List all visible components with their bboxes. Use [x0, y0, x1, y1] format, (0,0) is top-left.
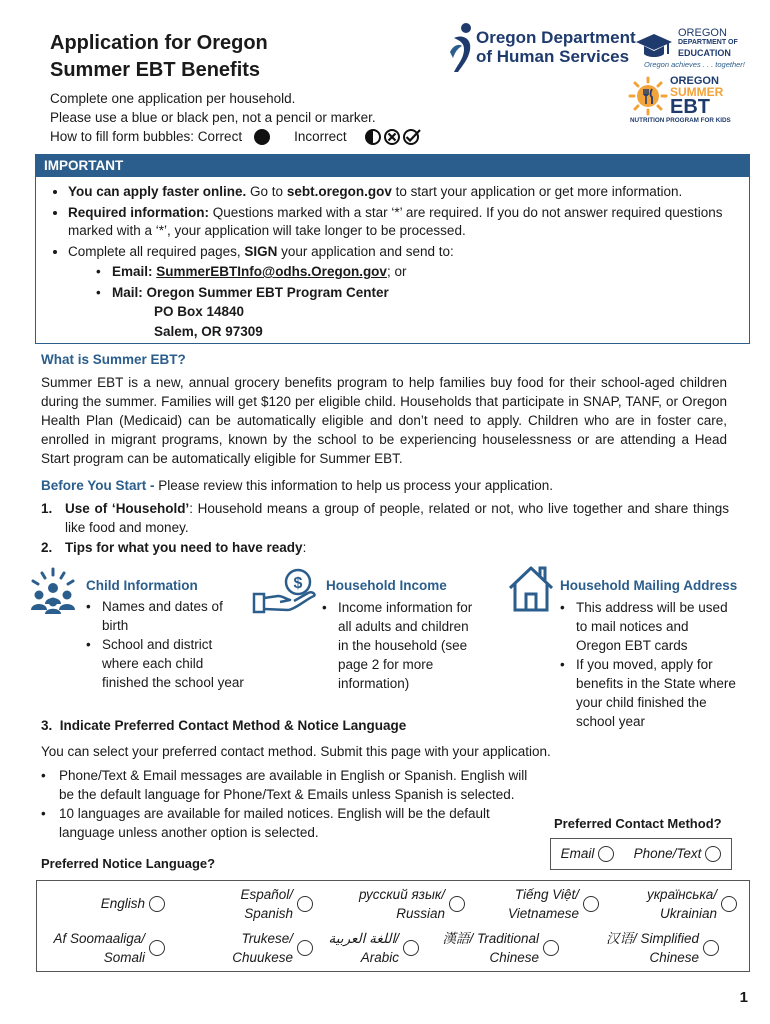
household-income-list [322, 598, 490, 693]
list-item: • School and district where each child finished the school year [86, 635, 256, 692]
send-text-b: your application and send to: [277, 243, 454, 259]
language-label: українська/ [646, 887, 717, 902]
house-icon [506, 564, 556, 614]
mailing-address-list [560, 598, 742, 731]
ode-wordmark [678, 28, 738, 58]
contact-option-phone[interactable] [634, 846, 722, 862]
email-label: Email: [112, 264, 157, 279]
odhs-wordmark [476, 28, 636, 66]
sebt-tagline: NUTRITION PROGRAM FOR KIDS [630, 117, 731, 124]
correct-bubble-icon [254, 129, 270, 145]
online-text-b: to start your application or get more information. [391, 184, 683, 199]
mailing-address-heading: Household Mailing Address [560, 578, 738, 593]
language-label: 汉语/ Simplified [605, 931, 699, 946]
language-label-en: Vietnamese [507, 906, 579, 921]
language-radio[interactable] [297, 896, 313, 912]
mail-address [112, 302, 749, 342]
list-item: • Income information for all adults and children in the household (see page 2 for more information) [322, 598, 490, 693]
list-item: • Names and dates of birth [86, 597, 256, 635]
language-label-en: Arabic [360, 950, 399, 965]
phone-radio[interactable] [705, 846, 721, 862]
child-info-column [86, 578, 256, 692]
section-3-intro: You can select your preferred contact method. Submit this page with your application. [41, 744, 551, 759]
send-text-a: Complete all required pages, [68, 243, 245, 259]
language-label: Tiếng Việt/ [514, 887, 579, 902]
summer-ebt-logo [628, 74, 740, 124]
important-box [35, 154, 750, 344]
language-option-somali[interactable] [53, 929, 165, 967]
odhs-logo [448, 22, 636, 76]
list-item: • Phone/Text & Email messages are available in English or Spanish. English will be the default language for Phone/Text & Emails unless Spanish is selected. [41, 766, 533, 804]
important-item-online [68, 183, 749, 202]
item-1-number: 1. [41, 501, 53, 516]
language-label: Trukese/ [241, 931, 293, 946]
ode-line-3: EDUCATION [678, 48, 731, 58]
item-1-bold: Use of ‘Household’ [65, 501, 190, 516]
required-bold: Required information: [68, 204, 209, 220]
incorrect-bubbles [365, 129, 421, 145]
language-label-en: Chinese [489, 950, 539, 965]
sun-fork-icon [628, 76, 668, 116]
before-label: Before You Start - [41, 478, 155, 493]
required-text: Questions marked with a star ‘*’ are required. If you do not answer required questions marked with a ‘*’, your application will take longer to be processed. [68, 204, 723, 238]
contact-method-label: Preferred Contact Method? [554, 816, 722, 831]
check-bubble-icon [403, 129, 421, 145]
before-item-1 [41, 499, 729, 537]
odhs-figure-icon [448, 22, 478, 74]
item-2-number: 2. [41, 540, 53, 555]
bubble-example-row [50, 127, 470, 146]
language-option-chuukese[interactable] [232, 929, 313, 967]
household-income-column [322, 578, 490, 693]
children-group-icon [28, 566, 78, 614]
sign-bold: SIGN [244, 243, 278, 259]
what-is-heading: What is Summer EBT? [41, 352, 186, 367]
language-option-simplified-chinese[interactable] [606, 929, 719, 967]
language-label-en: Ukrainian [659, 906, 717, 921]
address-line-1: PO Box 14840 [154, 304, 245, 319]
language-radio[interactable] [583, 896, 599, 912]
notice-language-label: Preferred Notice Language? [41, 856, 216, 871]
what-is-body: Summer EBT is a new, annual grocery benefits program to help families buy food for their school-aged children during the summer. Families will get $120 per eligible child. Households that participate in SNAP, TANF, or Oregon Health Plan (Medicaid) can be automatically eligible and don’t need to apply. Children who are in foster care, enrolled in migrant programs, known by the school to be experiencing houselessness or are attending a Head Start program can be automatically eligible for Summer EBT. [41, 375, 727, 466]
language-radio[interactable] [149, 896, 165, 912]
title-line-2: Summer EBT Benefits [50, 59, 261, 81]
before-you-start [41, 476, 741, 495]
page-title [50, 30, 350, 84]
intro-line-3: How to fill form bubbles: Correct [50, 129, 243, 144]
ode-tagline: Oregon achieves . . . together! [644, 60, 745, 69]
email-or: ; or [386, 264, 407, 279]
language-option-english[interactable] [101, 894, 165, 913]
intro-instructions [50, 89, 470, 146]
language-option-traditional-chinese[interactable] [442, 929, 559, 967]
email-radio[interactable] [598, 846, 614, 862]
child-info-list [86, 597, 256, 692]
contact-option-email[interactable] [561, 846, 615, 862]
language-radio[interactable] [297, 940, 313, 956]
language-radio[interactable] [449, 896, 465, 912]
odhs-line-2: of Human Services [476, 47, 630, 66]
language-radio[interactable] [403, 940, 419, 956]
incorrect-label: Incorrect [294, 129, 347, 144]
language-option-arabic[interactable] [329, 929, 420, 967]
mailing-address-column [560, 578, 742, 731]
sebt-line-3: EBT [670, 96, 710, 118]
language-label-en: Russian [396, 906, 445, 921]
language-label-en: Spanish [244, 906, 293, 921]
language-label-en: Chinese [649, 950, 699, 965]
income-hand-coin-icon [250, 566, 320, 616]
language-label: 漢語/ Traditional [442, 931, 539, 946]
ode-line-2: DEPARTMENT OF [678, 39, 738, 46]
language-radio[interactable] [543, 940, 559, 956]
email-option-label: Email [560, 845, 595, 861]
title-line-1: Application for Oregon [50, 32, 268, 54]
contact-method-box [550, 838, 732, 870]
ode-line-1: OREGON [678, 27, 727, 39]
section-3-heading: 3. Indicate Preferred Contact Method & Notice Language [41, 718, 407, 733]
intro-line-2: Please use a blue or black pen, not a pencil or marker. [50, 110, 376, 125]
important-item-send [68, 243, 749, 343]
send-option-email [112, 263, 749, 282]
language-label: русский язык/ [359, 887, 445, 902]
language-option-ukrainian[interactable] [647, 885, 737, 923]
graduation-cap-icon [634, 30, 674, 60]
notice-language-box [36, 880, 750, 972]
online-text-a: Go to [246, 184, 287, 199]
ode-logo [632, 26, 745, 74]
sebt-line-2: SUMMER [670, 85, 724, 99]
language-label-en: Somali [103, 950, 145, 965]
child-info-heading: Child Information [86, 578, 198, 593]
item-1-text: : Household means a group of people, related or not, who live together and share things like food and money. [65, 501, 729, 535]
language-radio[interactable] [149, 940, 165, 956]
important-heading: IMPORTANT [36, 155, 749, 177]
language-label: Af Soomaaliga/ [53, 931, 145, 946]
before-item-2 [41, 538, 306, 557]
household-income-heading: Household Income [326, 578, 447, 593]
sebt-wordmark [670, 76, 723, 116]
language-radio[interactable] [721, 896, 737, 912]
language-label: اللغة العربية/ [328, 931, 399, 946]
list-item: • This address will be used to mail notices and Oregon EBT cards [560, 598, 742, 655]
section-3-bullets [41, 766, 533, 842]
language-label: Español/ [240, 887, 293, 902]
email-link[interactable]: SummerEBTInfo@odhs.Oregon.gov [156, 264, 387, 279]
language-radio[interactable] [703, 940, 719, 956]
sebt-line-1: OREGON [670, 75, 719, 87]
language-label-en: Chuukese [232, 950, 293, 965]
x-bubble-icon [384, 129, 400, 145]
language-label: English [100, 896, 145, 911]
phone-option-label: Phone/Text [633, 845, 702, 861]
list-item: • If you moved, apply for benefits in the State where your child finished the school year [560, 655, 742, 731]
page-number: 1 [739, 989, 748, 1006]
item-2-colon: : [302, 540, 307, 555]
before-text: Please review this information to help us process your application. [154, 478, 553, 493]
list-item: • 10 languages are available for mailed notices. English will be the default language unless another option is selected. [41, 804, 533, 842]
online-bold: You can apply faster online. [68, 184, 247, 199]
mail-label: Mail: Oregon Summer EBT Program Center [112, 284, 389, 300]
item-2-bold: Tips for what you need to have ready [65, 540, 303, 555]
odhs-line-1: Oregon Department [476, 28, 636, 47]
important-item-required [68, 204, 749, 241]
website-link[interactable]: sebt.oregon.gov [286, 184, 392, 199]
intro-line-1: Complete one application per household. [50, 91, 296, 106]
important-list [36, 183, 749, 342]
half-filled-bubble-icon [365, 129, 381, 145]
address-line-2: Salem, OR 97309 [154, 324, 263, 339]
send-options [68, 263, 749, 342]
language-option-spanish[interactable] [240, 885, 313, 923]
language-option-russian[interactable] [359, 885, 465, 923]
svg-text:$: $ [293, 575, 303, 592]
language-option-vietnamese[interactable] [508, 885, 599, 923]
send-option-mail [112, 284, 749, 343]
